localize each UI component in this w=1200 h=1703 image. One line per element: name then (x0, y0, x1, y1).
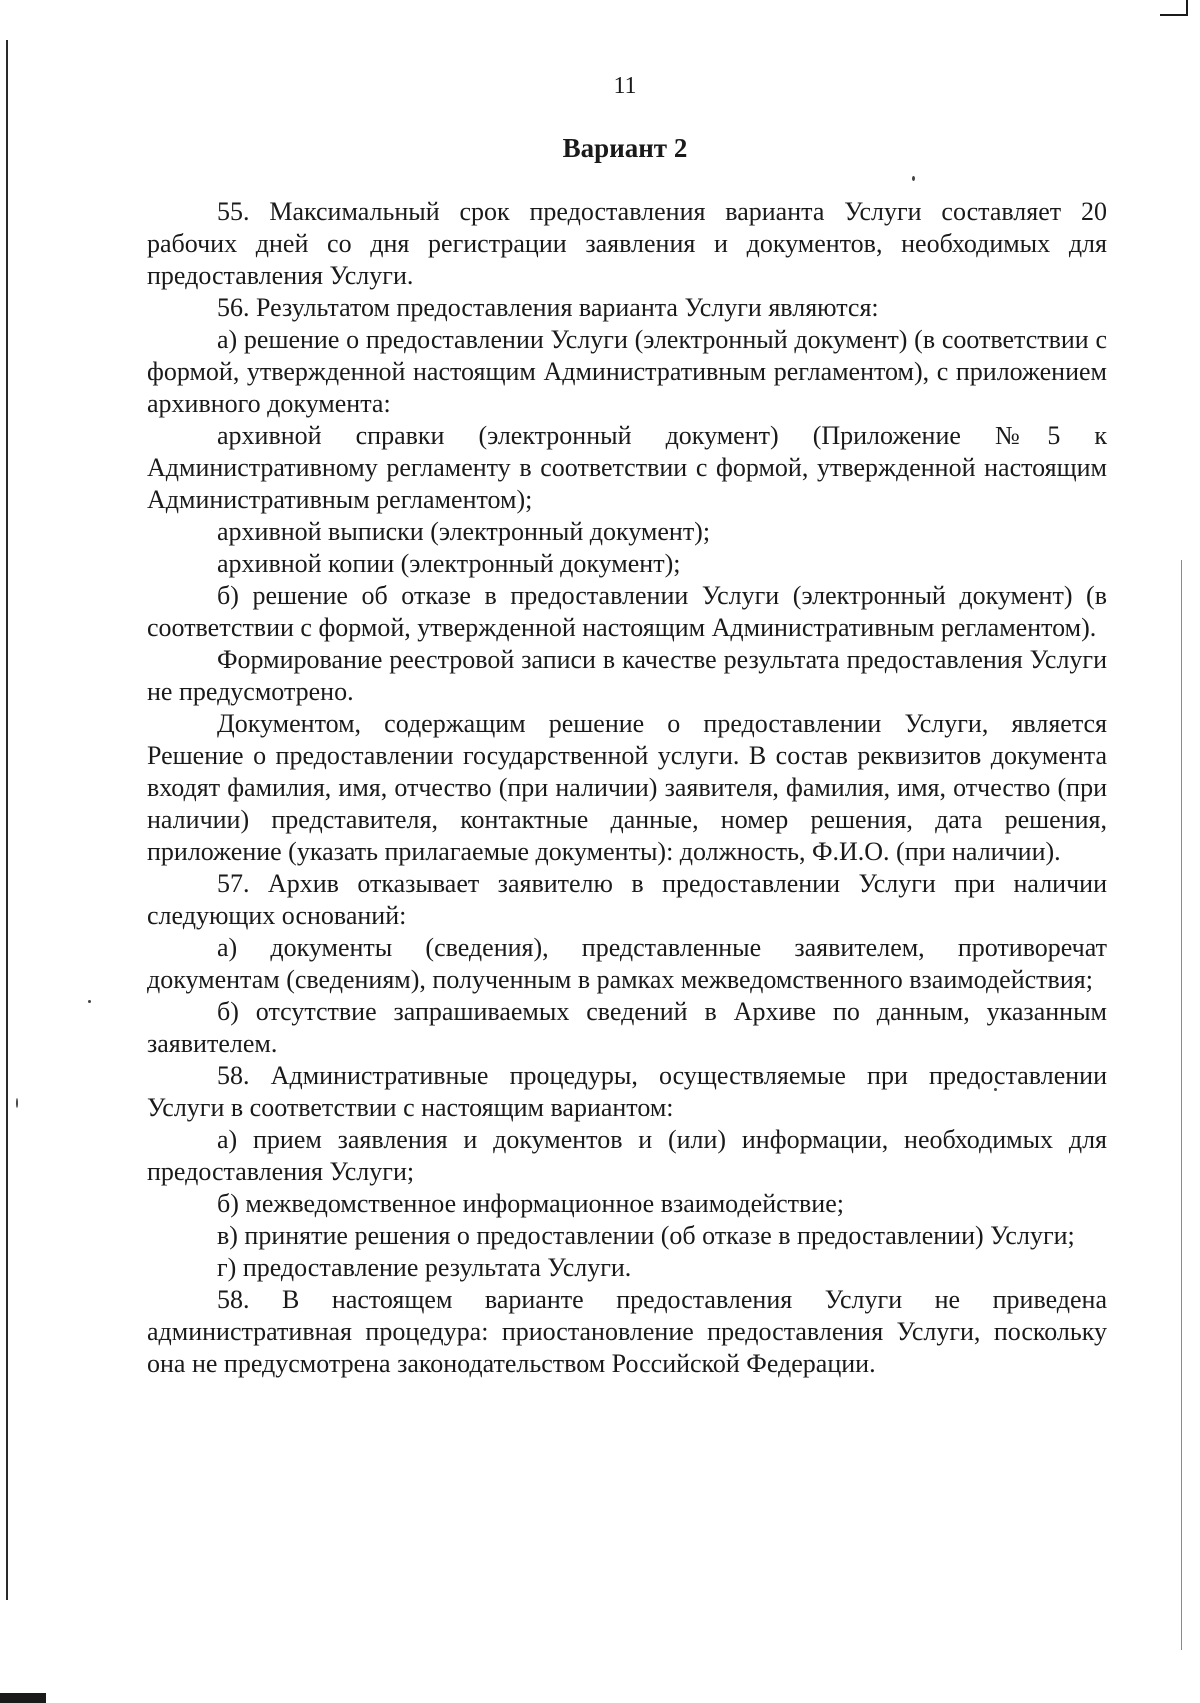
paragraph-58-g: г) предоставление результата Услуги. (217, 1253, 632, 1282)
paragraph-57-b: б) отсутствие запрашиваемых сведений в Архиве по данным, указанным заявителем. (147, 997, 1107, 1058)
scan-speck (912, 176, 915, 181)
paragraph-58-second: 58. В настоящем варианте предоставления Услуги не приведена административная процедура: приостановление предоставления Услуги, поскольку она не предусмотрена законодательством Российской Федерации. (147, 1285, 1107, 1378)
paragraph-decision-document: Документом, содержащим решение о предоставлении Услуги, является Решение о предоставлении государственной услуги. В состав реквизитов документа входят фамилия, имя, отчество (при наличии) заявителя, фамилия, имя, отчество (при наличии) представителя, контактные данные, номер решения, дата решения, приложение (указать прилагаемые документы): должность, Ф.И.О. (при наличии). (147, 709, 1107, 866)
page-number: 11 (613, 73, 637, 99)
scan-speck (88, 1000, 91, 1003)
paragraph-58-a: а) прием заявления и документов и (или) информации, необходимых для предоставления Услуги; (147, 1125, 1107, 1186)
page-title: Вариант 2 (562, 133, 688, 163)
paragraph-56-a: а) решение о предоставлении Услуги (электронный документ) (в соответствии с формой, утвержденной настоящим Административным регламентом), с приложением архивного документа: (147, 325, 1107, 418)
paragraph-57: 57. Архив отказывает заявителю в предоставлении Услуги при наличии следующих оснований: (147, 869, 1107, 930)
paragraph-57-a: а) документы (сведения), представленные заявителем, противоречат документам (сведениям), полученным в рамках межведомственного взаимодействия; (147, 933, 1107, 994)
paragraph-archive-extract: архивной выписки (электронный документ); (217, 517, 711, 546)
document-body (147, 196, 1107, 1380)
scan-bottom-mark (0, 1693, 46, 1703)
paragraph-58-v: в) принятие решения о предоставлении (об отказе в предоставлении) Услуги; (217, 1221, 1075, 1250)
scan-speck (16, 1098, 18, 1108)
scan-corner-mark (1160, 0, 1188, 16)
paragraph-registry-record: Формирование реестровой записи в качестве результата предоставления Услуги не предусмотрено. (147, 645, 1107, 706)
scan-edge-left (6, 40, 8, 1600)
paragraph-58: 58. Административные процедуры, осуществляемые при предоставлении Услуги в соответствии с настоящим вариантом: (147, 1061, 1107, 1122)
scan-edge-right (1181, 560, 1182, 1650)
paragraph-55: 55. Максимальный срок предоставления варианта Услуги составляет 20 рабочих дней со дня регистрации заявления и документов, необходимых для предоставления Услуги. (147, 197, 1107, 290)
paragraph-56-b: б) решение об отказе в предоставлении Услуги (электронный документ) (в соответствии с формой, утвержденной настоящим Административным регламентом). (147, 581, 1107, 642)
paragraph-archive-reference: архивной справки (электронный документ) (Приложение №5 к Административному регламенту в соответствии с формой, утвержденной настоящим Административным регламентом); (147, 421, 1107, 514)
paragraph-archive-copy: архивной копии (электронный документ); (217, 549, 681, 578)
paragraph-58-b: б) межведомственное информационное взаимодействие; (217, 1189, 844, 1218)
paragraph-56: 56. Результатом предоставления варианта Услуги являются: (217, 293, 879, 322)
